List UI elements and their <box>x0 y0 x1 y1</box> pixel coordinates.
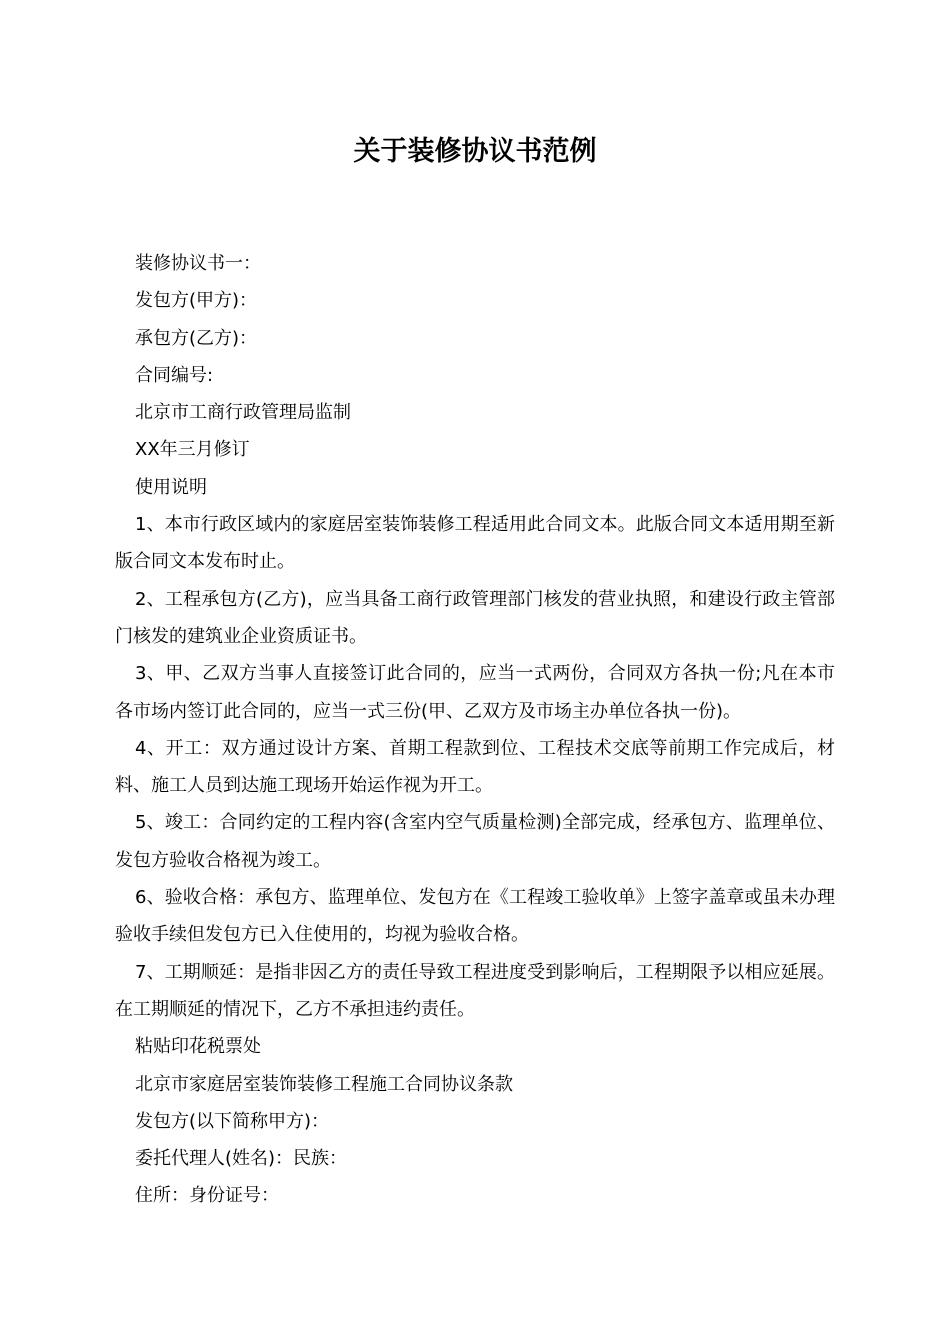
paragraph: 装修协议书一： <box>135 253 261 274</box>
paragraph: 6、验收合格：承包方、监理单位、发包方在《工程竣工验收单》上签字盖章或虽未办理验收手续但发包方已入住使用的，均视为验收合格。 <box>115 887 835 946</box>
paragraph: 承包方(乙方)： <box>135 327 258 349</box>
paragraph: 发包方(以下简称甲方)： <box>135 1110 330 1132</box>
paragraph: 北京市工商行政管理局监制 <box>135 402 351 424</box>
paragraph: 北京市家庭居室装饰装修工程施工合同协议条款 <box>135 1073 513 1095</box>
document-title: 关于装修协议书范例 <box>353 136 597 167</box>
paragraph: 发包方(甲方)： <box>135 290 258 312</box>
paragraph: XX年三月修订 <box>135 439 250 461</box>
paragraph: 1、本市行政区域内的家庭居室装饰装修工程适用此合同文本。此版合同文本适用期至新版合同文本发布时止。 <box>115 514 835 573</box>
paragraph: 委托代理人(姓名)：民族： <box>135 1148 348 1170</box>
document-body <box>115 245 835 1215</box>
paragraph: 使用说明 <box>135 476 207 498</box>
paragraph: 4、开工：双方通过设计方案、首期工程款到位、工程技术交底等前期工作完成后，材料、施工人员到达施工现场开始运作视为开工。 <box>115 737 835 797</box>
paragraph: 住所：身份证号： <box>135 1185 279 1207</box>
paragraph: 合同编号: <box>135 364 214 386</box>
paragraph: 粘贴印花税票处 <box>135 1036 261 1058</box>
paragraph: 7、工期顺延：是指非因乙方的责任导致工程进度受到影响后，工程期限予以相应延展。在工期顺延的情况下，乙方不承担违约责任。 <box>115 961 835 1020</box>
paragraph: 2、工程承包方(乙方)，应当具备工商行政管理部门核发的营业执照，和建设行政主管部门核发的建筑业企业资质证书。 <box>115 588 835 647</box>
paragraph: 5、竣工：合同约定的工程内容(含室内空气质量检测)全部完成，经承包方、监理单位、发包方验收合格视为竣工。 <box>115 812 835 871</box>
paragraph: 3、甲、乙双方当事人直接签订此合同的，应当一式两份，合同双方各执一份;凡在本市各市场内签订此合同的，应当一式三份(甲、乙双方及市场主办单位各执一份)。 <box>115 663 835 722</box>
